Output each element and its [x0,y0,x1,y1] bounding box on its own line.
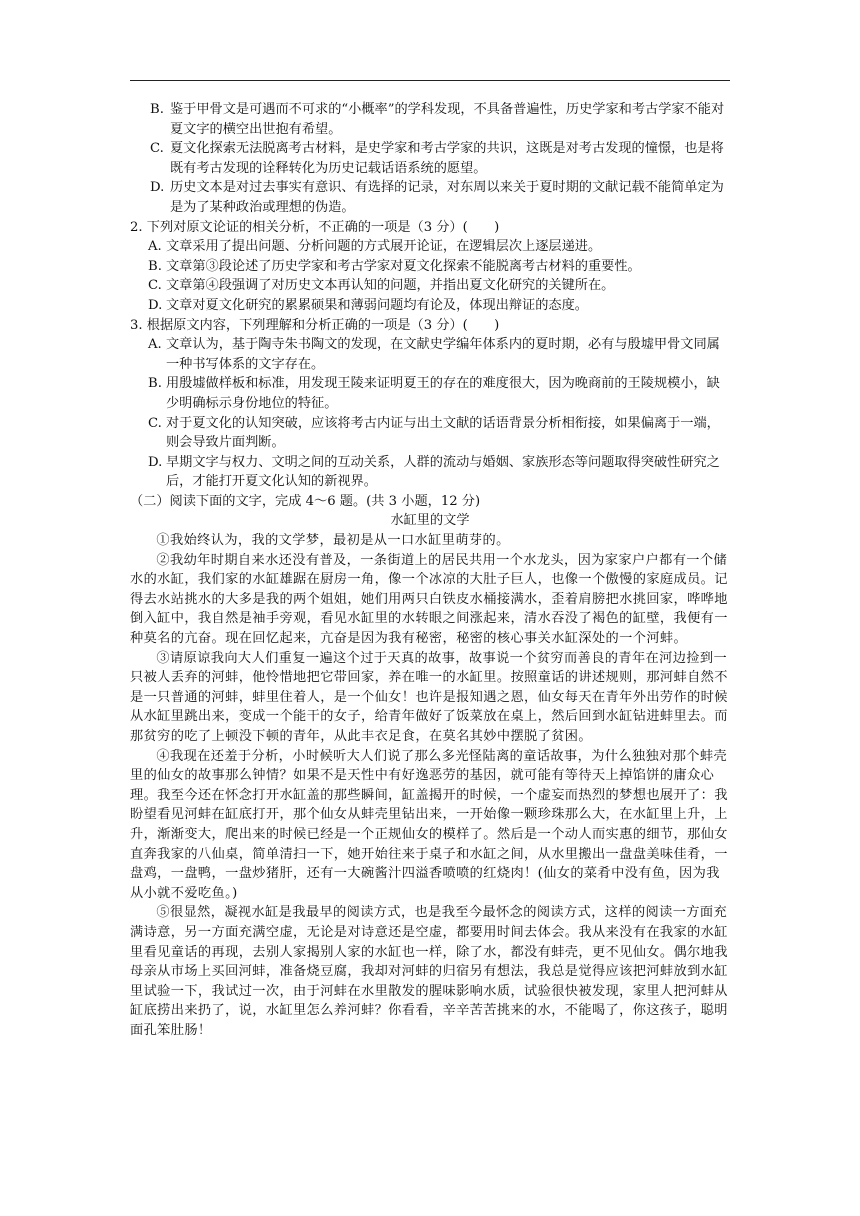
header-rule [130,80,730,81]
essay-title: 水缸里的文学 [390,513,470,529]
option-text: 对于夏文化的认知突破，应该将考古内证与出土文献的话语背景分析相衔接，如果偏离于一端，则会导致片面判断。 [166,415,720,451]
option-letter: C. [148,278,162,294]
q3-option-b [130,374,730,413]
section-2-heading: （二）阅读下面的文字，完成 4～6 题。(共 3 小题，12 分) [130,493,481,509]
q1-option-c [130,139,730,178]
option-letter: B. [148,376,162,392]
option-text: 文章采用了提出问题、分析问题的方式展开论证，在逻辑层次上逐层递进。 [166,239,602,255]
essay-paragraph-1: ①我始终认为，我的文学梦，最初是从一口水缸里萌芽的。 [156,533,510,549]
question-2-stem: 2. 下列对原文论证的相关分析，不正确的一项是（3 分）( ) [130,219,500,235]
q3-option-d [130,453,730,492]
option-letter: B. [150,102,164,117]
q1-option-b [130,100,730,139]
q2-option-a [130,237,730,257]
option-letter: A. [148,337,162,353]
q2-option-d [130,296,730,316]
q3-option-a [130,335,730,374]
option-letter: C. [150,141,164,157]
option-letter: D. [150,180,165,196]
q2-option-c [130,276,730,296]
option-text: 用殷墟做样板和标准，用发现王陵来证明夏王的存在的难度很大，因为晚商前的王陵规模小，缺少明确标示身份地位的特征。 [166,376,720,411]
option-letter: B. [148,258,162,274]
option-text: 早期文字与权力、文明之间的互动关系，人群的流动与婚姻、家族形态等问题取得突破性研究之后，才能打开夏文化认知的新视界。 [166,454,720,490]
essay-paragraph-4: ④我现在还羞于分析，小时候听大人们说了那么多光怪陆离的童话故事，为什么独独对那个蚌壳里的仙女的故事那么钟情？如果不是天性中有好逸恶劳的基因，就可能有等待天上掉馅饼的庸众心理。我至今还在怀念打开水缸盖的那些瞬间，缸盖揭开的时候，一个虚妄而热烈的梦想也展开了：我盼望看见河蚌在缸底打开，那个仙女从蚌壳里钻出来，一开始像一颗珍珠那么大，在水缸里上升，上升，渐渐变大，爬出来的时候已经是一个正规仙女的模样了。然后是一个动人而实惠的细节，那仙女直奔我家的八仙桌，简单清扫一下，她开始往来于桌子和水缸之间，从水里搬出一盘盘美味佳肴，一盘鸡，一盘鸭，一盘炒猪肝，还有一大碗酱汁四溢香喷喷的红烧肉！(仙女的菜肴中没有鱼，因为我从小就不爱吃鱼。) [130,748,728,901]
page-content [130,100,730,1041]
essay-paragraph-2: ②我幼年时期自来水还没有普及，一条街道上的居民共用一个水龙头，因为家家户户都有一个储水的水缸，我们家的水缸雄踞在厨房一角，像一个冰凉的大肚子巨人，也像一个傲慢的家庭成员。记得去水站挑水的大多是我的两个姐姐，她们用两只白铁皮水桶接满水，歪着肩膀把水挑回家，哗哗地倒入缸中，我自然是袖手旁观，看见水缸里的水转眼之间涨起来，清水吞没了褐色的缸壁，我便有一种莫名的亢奋。现在回忆起来，亢奋是因为我有秘密，秘密的核心事关水缸深处的一个河蚌。 [130,552,728,647]
option-text: 文章对夏文化研究的累累硕果和薄弱问题均有论及，体现出辩证的态度。 [166,297,588,313]
option-letter: D. [148,454,163,470]
option-letter: D. [148,297,163,313]
option-text: 文章第③段论述了历史学家和考古学家对夏文化探索不能脱离考古材料的重要性。 [166,258,641,274]
q1-option-d [130,178,730,217]
q3-option-c [130,414,730,453]
question-3-stem: 3. 根据原文内容，下列理解和分析正确的一项是（3 分）( ) [130,317,500,333]
option-text: 鉴于甲骨文是可遇而不可求的“小概率”的学科发现，不具备普遍性，历史学家和考古学家不能对夏文字的横空出世抱有希望。 [170,102,725,137]
option-letter: C. [148,415,162,431]
essay-paragraph-5: ⑤很显然，凝视水缸是我最早的阅读方式，也是我至今最怀念的阅读方式，这样的阅读一方面充满诗意，另一方面充满空虚，无论是对诗意还是空虚，都要用时间去体会。我从来没有在我家的水缸里看见童话的再现，去别人家揭别人家的水缸也一样，除了水，都没有蚌壳，更不见仙女。偶尔地我母亲从市场上买回河蚌，准备烧豆腐，我却对河蚌的归宿另有想法，我总是觉得应该把河蚌放到水缸里试验一下，我试过一次，由于河蚌在水里散发的腥味影响水质，试验很快被发现，家里人把河蚌从缸底捞出来扔了，说，水缸里怎么养河蚌？你看看，辛辛苦苦挑来的水，不能喝了，你这孩子，聪明面孔笨肚肠！ [130,905,728,1038]
option-text: 文章认为，基于陶寺朱书陶文的发现，在文献史学编年体系内的夏时期，必有与殷墟甲骨文同属一种书写体系的文字存在。 [166,337,720,372]
essay-paragraph-3: ③请原谅我向大人们重复一遍这个过于天真的故事，故事说一个贫穷而善良的青年在河边捡到一只被人丢弃的河蚌，他怜惜地把它带回家，养在唯一的水缸里。按照童话的讲述规则，那河蚌自然不是一只普通的河蚌，蚌里住着人，是一个仙女！也许是报知遇之恩，仙女每天在青年外出劳作的时候从水缸里跳出来，变成一个能干的女子，给青年做好了饭菜放在桌上，然后回到水缸钻进蚌里去。而那贫穷的吃了上顿没下顿的青年，从此丰衣足食，在莫名其妙中摆脱了贫困。 [130,650,728,744]
option-text: 历史文本是对过去事实有意识、有选择的记录，对东周以来关于夏时期的文献记载不能简单定为是为了某种政治或理想的伪造。 [170,180,724,215]
q2-option-b [130,257,730,277]
option-text: 文章第④段强调了对历史文本再认知的问题，并指出夏文化研究的关键所在。 [166,278,615,294]
option-letter: A. [148,239,162,255]
option-text: 夏文化探索无法脱离考古材料，是史学家和考古学家的共识，这既是对考古发现的憧憬，也是将既有考古发现的诠释转化为历史记载话语系统的愿望。 [170,141,724,176]
